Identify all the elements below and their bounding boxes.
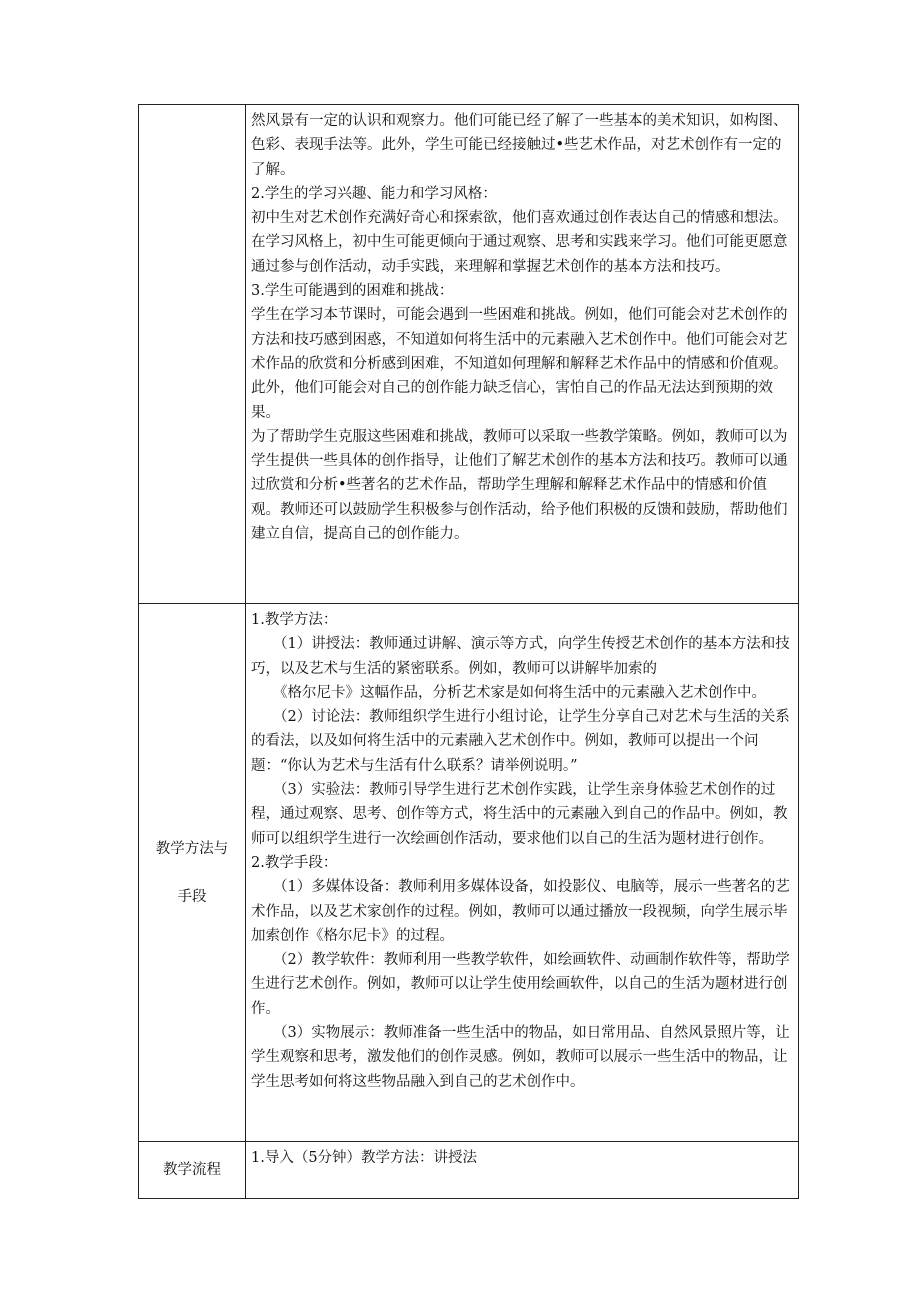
methods-label-line1: 教学方法与 <box>155 840 229 857</box>
section-heading: 1.教学方法： <box>251 612 338 628</box>
methods-label <box>139 604 246 1142</box>
methods-row <box>139 604 799 1142</box>
section-heading: 3.学生可能遇到的困难和挑战： <box>251 283 454 300</box>
lesson-plan-table <box>138 104 799 1199</box>
process-label: 教学流程 <box>139 1142 246 1199</box>
paragraph: 为了帮助学生克服这些困难和挑战，教师可以采取一些教学策略。例如，教师可以为学生提供一些具体的创作指导，让他们了解艺术创作的基本方法和技巧。教师可以通过欣赏和分析•些著名的艺术作品，帮助学生理解和解释艺术作品中的情感和价值观。教师还可以鼓励学生积极参与创作活动，给予他们积极的反馈和鼓励，帮助他们建立自信，提高自己的创作能力。 <box>251 428 788 543</box>
method-discussion: （2）讨论法：教师组织学生进行小组讨论，让学生分享自己对艺术与生活的关系的看法，以及如何将生活中的元素融入艺术创作中。例如，教师可以提出一个问题：“你认为艺术与生活有什么联系？请举例说明。” <box>251 709 790 774</box>
method-lecture: （1）讲授法：教师通过讲解、演示等方式，向学生传授艺术创作的基本方法和技巧，以及艺术与生活的紧密联系。例如，教师可以讲解毕加索的 <box>251 636 790 677</box>
student-analysis-row <box>139 105 799 604</box>
label-spacer <box>139 866 245 880</box>
means-objects: （3）实物展示：教师准备一些生活中的物品，如日常用品、自然风景照片等，让学生观察和思考，激发他们的创作灵感。例如，教师可以展示一些生活中的物品，让学生思考如何将这些物品融入到自己的艺术创作中。 <box>251 1025 790 1090</box>
section-heading: 2.学生的学习兴趣、能力和学习风格： <box>251 185 497 202</box>
method-experiment: （3）实验法：教师引导学生进行艺术创作实践，让学生亲身体验艺术创作的过程，通过观察、思考、创作等方式，将生活中的元素融入到自己的作品中。例如，教师可以组织学生进行一次绘画创作活动，要求他们以自己的生活为题材进行创作。 <box>251 782 788 847</box>
methods-label-line2: 手段 <box>177 888 207 905</box>
method-lecture-cont: 《格尔尼卡》这幅作品，分析艺术家是如何将生活中的元素融入艺术创作中。 <box>273 684 766 701</box>
process-content <box>246 1142 799 1199</box>
row-label-empty <box>139 105 246 604</box>
student-analysis-content <box>246 105 799 604</box>
paragraph: 然风景有一定的认识和观察力。他们可能已经了解了一些基本的美术知识，如构图、色彩、表现手法等。此外，学生可能已经接触过•些艺术作品，对艺术创作有一定的了解。 <box>251 113 788 178</box>
lesson-plan-table-wrapper <box>138 104 799 1199</box>
paragraph: 初中生对艺术创作充满好奇心和探索欲，他们喜欢通过创作表达自己的情感和想法。在学习风格上，初中生可能更倾向于通过观察、思考和实践来学习。他们可能更愿意通过参与创作活动，动手实践，来理解和掌握艺术创作的基本方法和技巧。 <box>251 210 788 275</box>
paragraph: 学生在学习本节课时，可能会遇到一些困难和挑战。例如，他们可能会对艺术创作的方法和技巧感到困惑，不知道如何将生活中的元素融入艺术创作中。他们可能会对艺术作品的欣赏和分析感到困难，不知道如何理解和解释艺术作品中的情感和价值观。此外，他们可能会对自己的创作能力缺乏信心，害怕自己的作品无法达到预期的效果。 <box>251 307 788 421</box>
process-step: 1.导入（5分钟）教学方法：讲授法 <box>251 1150 478 1166</box>
means-software: （2）教学软件：教师利用一些教学软件，如绘画软件、动画制作软件等，帮助学生进行艺术创作。例如，教师可以让学生使用绘画软件，以自己的生活为题材进行创作。 <box>251 952 790 1017</box>
methods-content <box>246 604 799 1142</box>
section-heading: 2.教学手段： <box>251 854 338 871</box>
means-multimedia: （1）多媒体设备：教师利用多媒体设备，如投影仪、电脑等，展示一些著名的艺术作品，以及艺术家创作的过程。例如，教师可以通过播放一段视频，向学生展示毕加索创作《格尔尼卡》的过程。 <box>251 879 790 944</box>
process-row <box>139 1142 799 1199</box>
